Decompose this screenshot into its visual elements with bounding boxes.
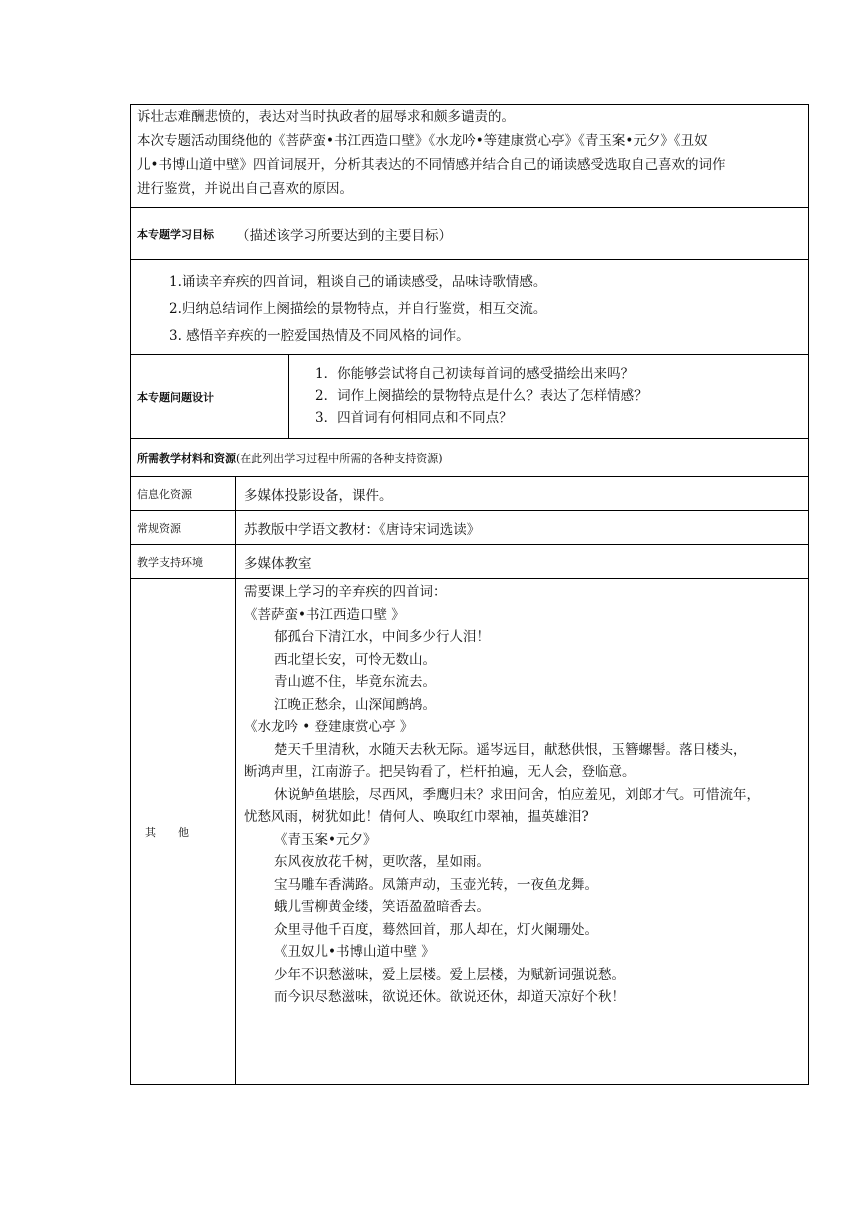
other-line: 断鸿声里，江南游子。把吴钩看了，栏杆拍遍，无人会，登临意。 xyxy=(244,764,636,780)
resources-header-note: (在此列出学习过程中所需的各种支持资源) xyxy=(236,451,443,465)
intro-line-4: 进行鉴赏，并说出自己喜欢的原因。 xyxy=(137,181,353,197)
resources-header xyxy=(131,438,808,476)
other-line: 少年不识愁滋味，爱上层楼。爱上层楼，为赋新词强说愁。 xyxy=(274,966,625,983)
intro-section xyxy=(131,105,808,207)
other-content xyxy=(236,579,808,1084)
intro-line-2: 本次专题活动围绕他的《菩萨蛮•书江西造口壁》《水龙吟•等建康赏心亭》《青玉案•元夕》《丑奴 xyxy=(137,133,708,149)
resource-row-label: 教学支持环境 xyxy=(131,545,236,578)
goals-header xyxy=(131,207,808,259)
other-line: 蛾儿雪柳黄金缕，笑语盈盈暗香去。 xyxy=(274,899,490,915)
intro-line-3: 儿•书博山道中壁》四首词展开，分析其表达的不同情感并结合自己的诵读感受选取自己喜欢的词作 xyxy=(137,157,726,173)
resource-row-label: 常规资源 xyxy=(131,511,236,544)
question-item-1: 1．你能够尝试将自己初读每首词的感受描绘出来吗？ xyxy=(315,366,635,382)
resource-row-value: 多媒体投影设备，课件。 xyxy=(244,487,393,504)
other-line: 宝马雕车香满路。凤箫声动，玉壶光转，一夜鱼龙舞。 xyxy=(274,876,598,893)
other-line: 众里寻他千百度，蓦然回首，那人却在，灯火阑珊处。 xyxy=(274,921,598,938)
other-line: 西北望长安，可怜无数山。 xyxy=(274,651,436,668)
resources-header-label: 所需教学材料和资源 xyxy=(137,451,236,465)
intro-line-1: 诉壮志难酬悲愤的，表达对当时执政者的屈辱求和颇多谴责的。 xyxy=(137,109,515,125)
resource-row-regular xyxy=(131,510,808,544)
other-line: 而今识尽愁滋味，欲说还休。欲说还休，却道天凉好个秋！ xyxy=(274,989,625,1005)
resource-row-info xyxy=(131,476,808,510)
resource-row-value: 苏教版中学语文教材：《唐诗宋词选读》 xyxy=(244,521,481,538)
lesson-plan-table xyxy=(130,104,809,1085)
goals-header-label: 本专题学习目标 xyxy=(137,227,214,241)
questions-section xyxy=(131,354,808,438)
questions-list xyxy=(289,355,808,438)
other-line: 郁孤台下清江水，中间多少行人泪！ xyxy=(274,629,490,645)
other-line: 青山遮不住，毕竟东流去。 xyxy=(274,674,436,690)
question-item-3: 3．四首词有何相同点和不同点？ xyxy=(315,410,513,426)
goals-header-note: （描述该学习所要达到的主要目标） xyxy=(236,227,452,244)
questions-label: 本专题问题设计 xyxy=(131,355,289,438)
goal-item-2: 2.归纳总结词作上阕描绘的景物特点，并自行鉴赏，相互交流。 xyxy=(169,301,547,317)
resource-row-label: 信息化资源 xyxy=(131,477,236,510)
other-line: 《菩萨蛮•书江西造口壁 》 xyxy=(244,606,405,623)
other-line: 需要课上学习的辛弃疾的四首词： xyxy=(244,584,447,600)
other-section xyxy=(131,578,808,1084)
other-line: 休说鲈鱼堪脍，尽西风，季鹰归未？求田问舍，怕应羞见，刘郎才气。可惜流年， xyxy=(274,786,760,803)
resource-row-value: 多媒体教室 xyxy=(244,555,312,572)
other-line: 东风夜放花千树，更吹落，星如雨。 xyxy=(274,854,490,870)
goals-list xyxy=(131,259,808,354)
other-line: 江晚正愁余，山深闻鹧鸪。 xyxy=(274,696,436,713)
other-line: 忧愁风雨，树犹如此！倩何人、唤取红巾翠袖，揾英雄泪? xyxy=(244,809,589,825)
other-line: 楚天千里清秋，水随天去秋无际。遥岑远目，献愁供恨，玉簪螺髻。落日楼头， xyxy=(274,741,747,758)
resource-row-environment xyxy=(131,544,808,578)
other-line: 《水龙吟 • 登建康赏心亭 》 xyxy=(244,719,414,735)
question-item-2: 2．词作上阕描绘的景物特点是什么？表达了怎样情感？ xyxy=(315,388,648,404)
other-label: 其 他 xyxy=(131,579,236,1084)
other-line: 《青玉案•元夕》 xyxy=(274,831,377,848)
goal-item-3: 3. 感悟辛弃疾的一腔爱国热情及不同风格的词作。 xyxy=(169,328,470,344)
other-line: 《丑奴儿•书博山道中壁 》 xyxy=(274,944,435,960)
goal-item-1: 1.诵读辛弃疾的四首词，粗谈自己的诵读感受，品味诗歌情感。 xyxy=(169,274,547,290)
